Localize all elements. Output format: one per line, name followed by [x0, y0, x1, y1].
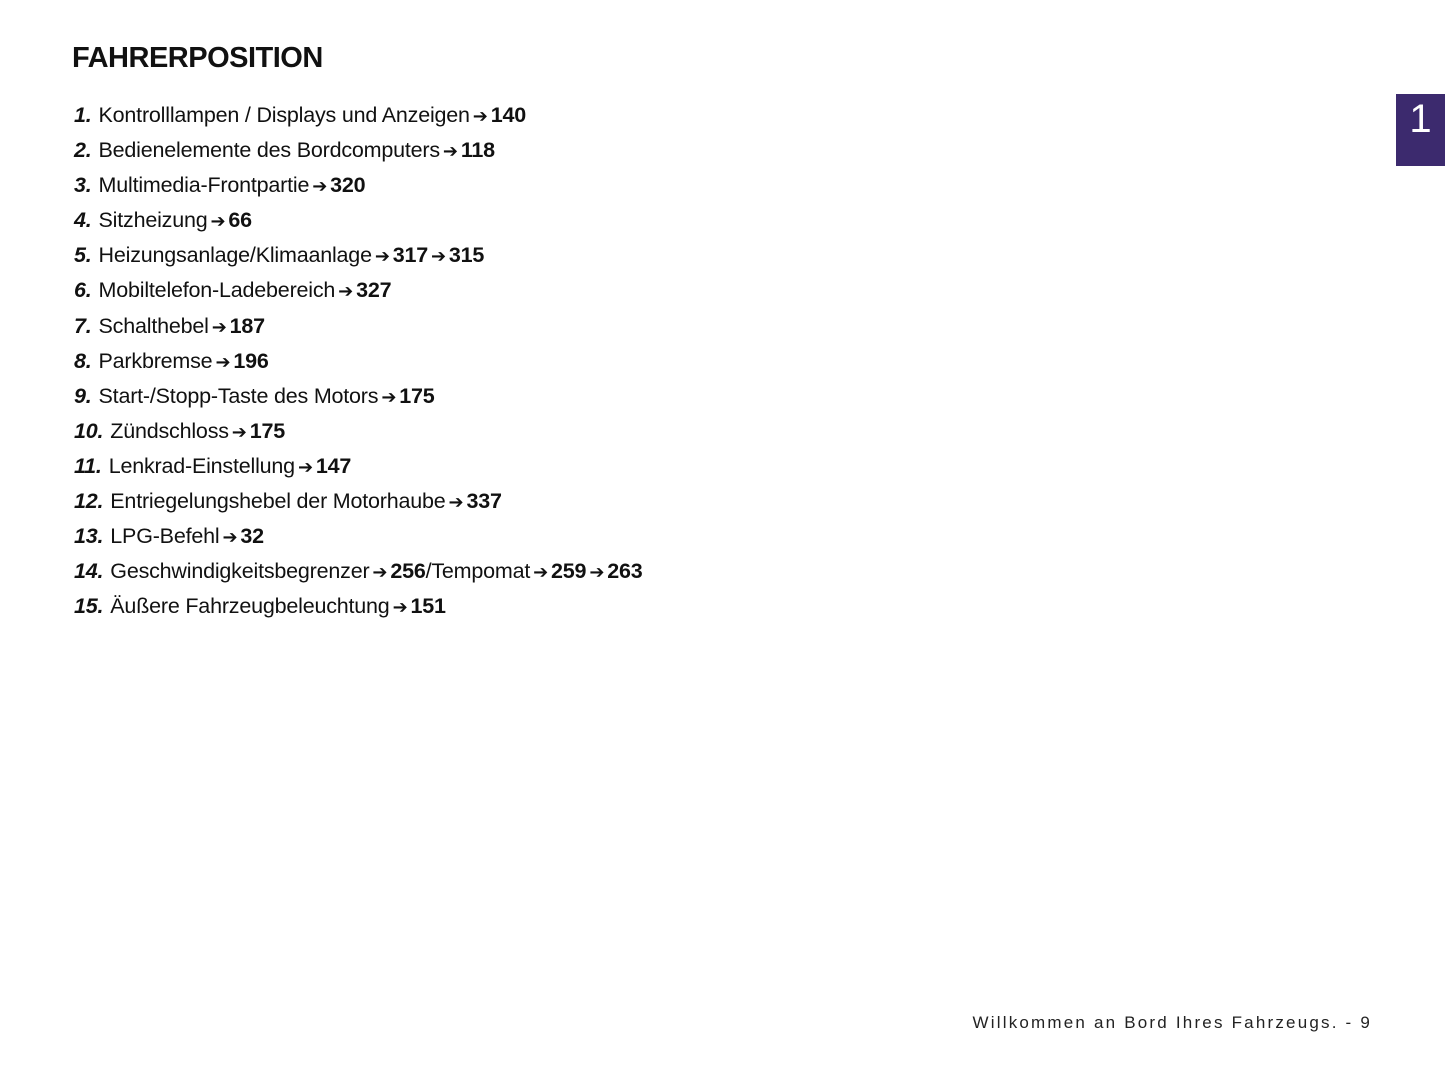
list-item	[74, 519, 642, 554]
chapter-tab[interactable]: 1	[1396, 94, 1445, 166]
page-reference[interactable]: 32	[240, 524, 264, 549]
page-reference[interactable]: 151	[410, 594, 446, 619]
item-number: 15.	[74, 594, 104, 619]
list-item	[74, 484, 642, 519]
page-reference[interactable]: 327	[356, 278, 392, 303]
arrow-right-icon: ➔	[392, 597, 408, 618]
item-label: Kontrolllampen / Displays und Anzeigen	[98, 103, 470, 127]
list-item	[74, 379, 642, 414]
page-reference[interactable]: 259	[551, 559, 587, 584]
item-number: 12.	[74, 489, 104, 514]
item-label: Lenkrad-Einstellung	[108, 453, 295, 478]
item-number: 13.	[74, 524, 104, 549]
list-item	[74, 238, 642, 273]
arrow-right-icon: ➔	[297, 456, 313, 477]
list-item	[74, 414, 642, 449]
component-list	[74, 98, 642, 624]
page-reference[interactable]: 175	[399, 383, 435, 408]
list-item	[74, 98, 642, 133]
arrow-right-icon: ➔	[533, 562, 549, 583]
arrow-right-icon: ➔	[210, 211, 226, 232]
list-item	[74, 203, 642, 238]
item-label: Parkbremse	[98, 348, 213, 373]
page-reference[interactable]: 317	[392, 243, 428, 268]
arrow-right-icon: ➔	[231, 421, 247, 442]
page-reference[interactable]: 196	[233, 348, 269, 373]
item-label: Multimedia-Frontpartie	[98, 173, 310, 198]
item-number: 10.	[74, 418, 104, 443]
list-item	[74, 168, 642, 203]
page-reference[interactable]: 118	[460, 138, 495, 163]
item-number: 9.	[74, 383, 92, 408]
item-number: 4.	[74, 208, 92, 233]
item-label: Entriegelungshebel der Motorhaube	[110, 489, 446, 514]
arrow-right-icon: ➔	[372, 562, 388, 583]
list-item	[74, 344, 642, 379]
page-reference[interactable]: 337	[466, 489, 502, 514]
list-item	[74, 309, 642, 344]
item-label: Mobiltelefon-Ladebereich	[98, 278, 336, 303]
page-reference[interactable]: 256	[390, 559, 426, 584]
page-reference[interactable]: 66	[228, 208, 252, 233]
item-label: LPG-Befehl	[110, 524, 220, 549]
arrow-right-icon: ➔	[211, 316, 227, 337]
page-footer: Willkommen an Bord Ihres Fahrzeugs. - 9	[972, 1013, 1372, 1032]
item-label: Heizungsanlage/Klimaanlage	[98, 243, 372, 268]
arrow-right-icon: ➔	[374, 246, 390, 267]
item-label: Schalthebel	[98, 313, 209, 338]
item-number: 11.	[74, 453, 102, 478]
arrow-right-icon: ➔	[338, 281, 354, 302]
item-number: 8.	[74, 348, 92, 373]
arrow-right-icon: ➔	[381, 386, 397, 407]
page-reference[interactable]: 175	[249, 418, 285, 443]
item-number: 6.	[74, 278, 92, 303]
arrow-right-icon: ➔	[215, 351, 231, 372]
list-item	[74, 449, 642, 484]
arrow-right-icon: ➔	[431, 246, 446, 267]
list-item	[74, 273, 642, 308]
item-label-secondary: /Tempomat	[425, 559, 531, 584]
item-label: Start-/Stopp-Taste des Motors	[98, 383, 379, 408]
page-reference[interactable]: 187	[229, 313, 265, 338]
arrow-right-icon: ➔	[448, 492, 464, 513]
page-reference[interactable]: 140	[490, 103, 526, 127]
arrow-right-icon: ➔	[442, 141, 458, 162]
item-number: 7.	[74, 313, 92, 338]
item-label: Geschwindigkeitsbegrenzer	[110, 559, 370, 584]
list-item	[74, 589, 642, 624]
arrow-right-icon: ➔	[222, 527, 238, 548]
item-label: Zündschloss	[110, 418, 229, 443]
item-label: Bedienelemente des Bordcomputers	[98, 138, 440, 163]
item-label: Sitzheizung	[98, 208, 208, 233]
item-number: 14.	[74, 559, 104, 584]
page-reference[interactable]: 315	[448, 243, 485, 268]
item-number: 2.	[74, 138, 92, 163]
arrow-right-icon: ➔	[312, 176, 328, 197]
item-number: 1.	[74, 103, 92, 127]
arrow-right-icon: ➔	[589, 562, 605, 583]
item-number: 5.	[74, 243, 92, 268]
page-reference[interactable]: 263	[607, 559, 643, 584]
page-reference[interactable]: 320	[330, 173, 366, 198]
list-item	[74, 554, 642, 589]
item-label: Äußere Fahrzeugbeleuchtung	[110, 594, 390, 619]
list-item	[74, 133, 642, 168]
arrow-right-icon: ➔	[472, 106, 488, 126]
page-title: FAHRERPOSITION	[72, 42, 323, 74]
page-reference[interactable]: 147	[315, 453, 352, 478]
item-number: 3.	[74, 173, 92, 198]
